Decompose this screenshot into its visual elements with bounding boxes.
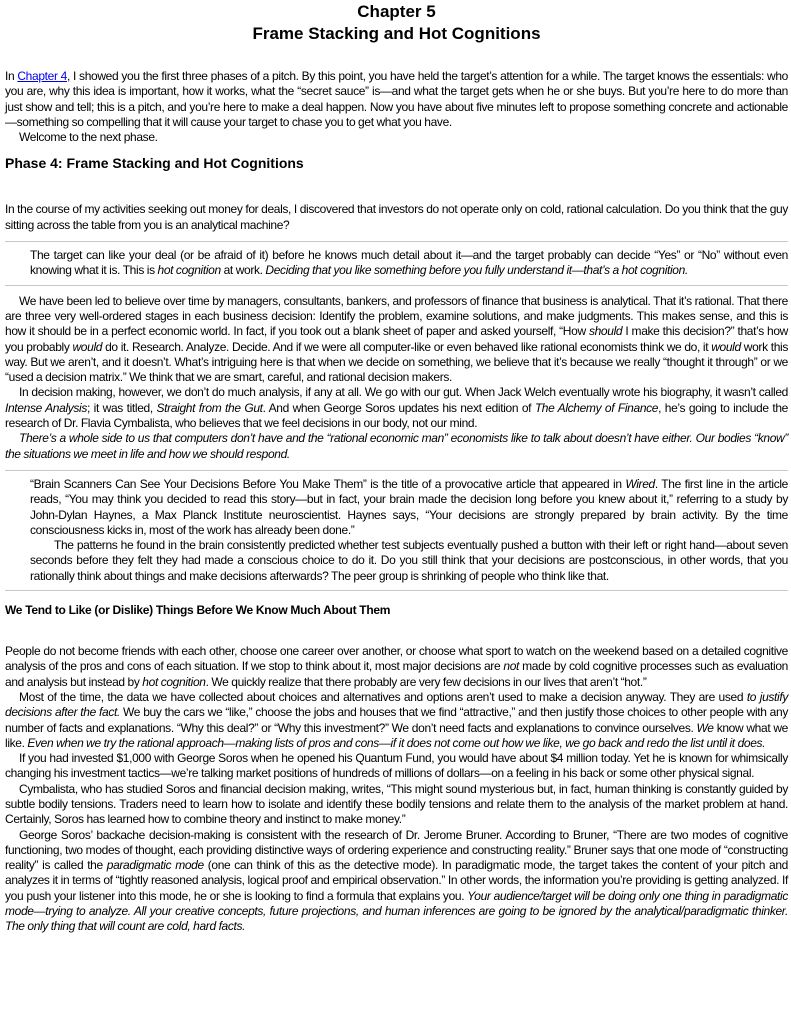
intro-welcome: Welcome to the next phase.: [19, 130, 158, 145]
callout-brain-scanners-p2: The patterns he found in the brain consistently predicted whether test subjects eventually pushed a button with their left or right hand—about seven seconds before they felt they had made a conscious choice to do it. Do you still think that your decisions are postconscious, in other words, that you rationally think about things and make decisions afterwards? The peer group is shrinking of people who think like that.: [30, 538, 788, 583]
phase4-paragraph-3: In decision making, however, we don’t do much analysis, if any at all. We go with our gut. When Jack Welch eventually wrote his biography, it wasn’t called Intense Analysis; it was titled, Straight from the Gut. And when George Soros updates his next edition of The Alchemy of Finance, he’s going to include the research of Dr. Flavia Cymbalista, who believes that we feel decisions in our body, not our mind.: [5, 385, 788, 431]
callout-brain-scanners: [5, 470, 788, 591]
section2-paragraph-1: People do not become friends with each other, choose one career over another, or choose what sport to watch on the weekend based on a detailed cognitive analysis of the pros and cons of each situation. If we stop to think about it, most major decisions are not made by cold cognitive processes such as evaluation and analysis but instead by hot cognition. We quickly realize that there probably are very few decisions in our lives that aren’t “hot.”: [5, 644, 788, 689]
section2-paragraph-2: Most of the time, the data we have collected about choices and alternatives and options aren’t used to make a decision anyway. They are used to justify decisions after the fact. We buy the cars we “like,” choose the jobs and houses that we find “attractive,” and then justify those choices to other people with any number of facts and explanations. “Why this deal?” or “Why this investment?” We don’t need facts and explanations to convince ourselves. We know what we like. Even when we try the rational approach—making lists of pros and cons—if it does not come out how we like, we go back and redo the list until it does.: [5, 689, 788, 750]
chapter-4-link[interactable]: Chapter 4: [17, 69, 67, 83]
chapter-title: Frame Stacking and Hot Cognitions: [252, 24, 541, 43]
phase4-paragraph-2: We have been led to believe over time by managers, consultants, bankers, and professors of finance that business is analytical. That it’s rational. That there are three very well-ordered stages in each business decision: Identify the problem, examine solutions, and make judgments. This makes sense, and this is how it should be in a perfect economic world. In fact, if you took out a blank sheet of paper and asked yourself, “How should I make this decision?” that’s how you probably would do it. Research. Analyze. Decide. And if we were all computer-like or even behaved like rational economists think we do, it would work this way. But we aren’t, and it doesn’t. What’s intriguing here is that when we decide on something, we believe that it’s because we really “thought it through” or we “used a decision matrix.” We think that we are smart, careful, and rational decision makers.: [5, 293, 788, 385]
chapter-number: Chapter 5: [357, 2, 436, 21]
section2-heading: We Tend to Like (or Dislike) Things Before We Know Much About Them: [5, 603, 391, 618]
callout-hot-cognition-text: The target can like your deal (or be afraid of it) before he knows much detail about it—and the target probably can decide “Yes” or “No” without even knowing what it is. This is hot cognition at work. Deciding that you like something before you fully understand it—that’s a hot cognition.: [30, 248, 788, 278]
phase4-paragraph-4: There’s a whole side to us that computers don’t have and the “rational economic man” economists like to talk about doesn’t have either. Our bodies “know” the situations we meet in life and how we should respond.: [5, 431, 788, 461]
document-page: [5, 0, 788, 935]
phase4-heading: Phase 4: Frame Stacking and Hot Cognitions: [5, 155, 304, 172]
phase4-paragraph-1: In the course of my activities seeking out money for deals, I discovered that investors do not operate only on cold, rational calculation. Do you think that the guy sitting across the table from you is an analytical machine?: [5, 202, 788, 232]
intro-paragraph: In Chapter 4, I showed you the first three phases of a pitch. By this point, you have held the target’s attention for a while. The target knows the essentials: who you are, why this idea is important, how it works, what the “secret sauce” is—and what the target gets when he or she buys. But you’re here to do more than just show and tell; this is a pitch, and you’re here to make a deal happen. Now you have about five minutes left to propose something concrete and actionable—something so compelling that it will cause your target to chase you to get what you have.: [5, 69, 788, 129]
section2-paragraph-5: George Soros’ backache decision-making is consistent with the research of Dr. Jerome Bruner. According to Bruner, “There are two modes of cognitive functioning, two modes of thought, each providing distinctive ways of ordering experience and constructing reality.” Bruner says that one mode of “constructing reality” is called the paradigmatic mode (one can think of this as the detective mode). In paradigmatic mode, the target takes the content of your pitch and analyzes it in terms of “tightly reasoned analysis, logical proof and empirical observation.” In other words, the information you’re providing is getting analyzed. If you push your listener into this mode, he or she is looking to find a formula that explains you. Your audience/target will be doing only one thing in paradigmatic mode—trying to analyze. All your creative concepts, future projections, and human inferences are going to be ignored by the analytical/paradigmatic thinker. The only thing that will count are cold, hard facts.: [5, 827, 788, 934]
section2-paragraph-4: Cymbalista, who has studied Soros and financial decision making, writes, “This might sound mysterious but, in fact, human thinking is constantly guided by subtle bodily tensions. Traders need to learn how to isolate and identify these bodily tensions and relate them to the analysis of the market problem at hand. Certainly, Soros has learned how to combine theory and instinct to make money.”: [5, 781, 788, 827]
callout-hot-cognition: [5, 241, 788, 286]
section2-paragraph-3: If you had invested $1,000 with George Soros when he opened his Quantum Fund, you would have about $4 million today. Yet he is known for whimsically changing his investment tactics—we’re talking market positions of hundreds of millions of dollars—on a feeling in his back or some other physical signal.: [5, 751, 788, 781]
callout-brain-scanners-p1: “Brain Scanners Can See Your Decisions Before You Make Them” is the title of a provocative article that appeared in Wired. The first line in the article reads, “You may think you decided to read this story—but in fact, your brain made the decision long before you knew about it,” referring to a study by John-Dylan Haynes, a Max Planck Institute neuroscientist. Haynes says, “Your decisions are strongly prepared by brain activity. By the time consciousness kicks in, most of the work has already been done.”: [30, 476, 788, 537]
